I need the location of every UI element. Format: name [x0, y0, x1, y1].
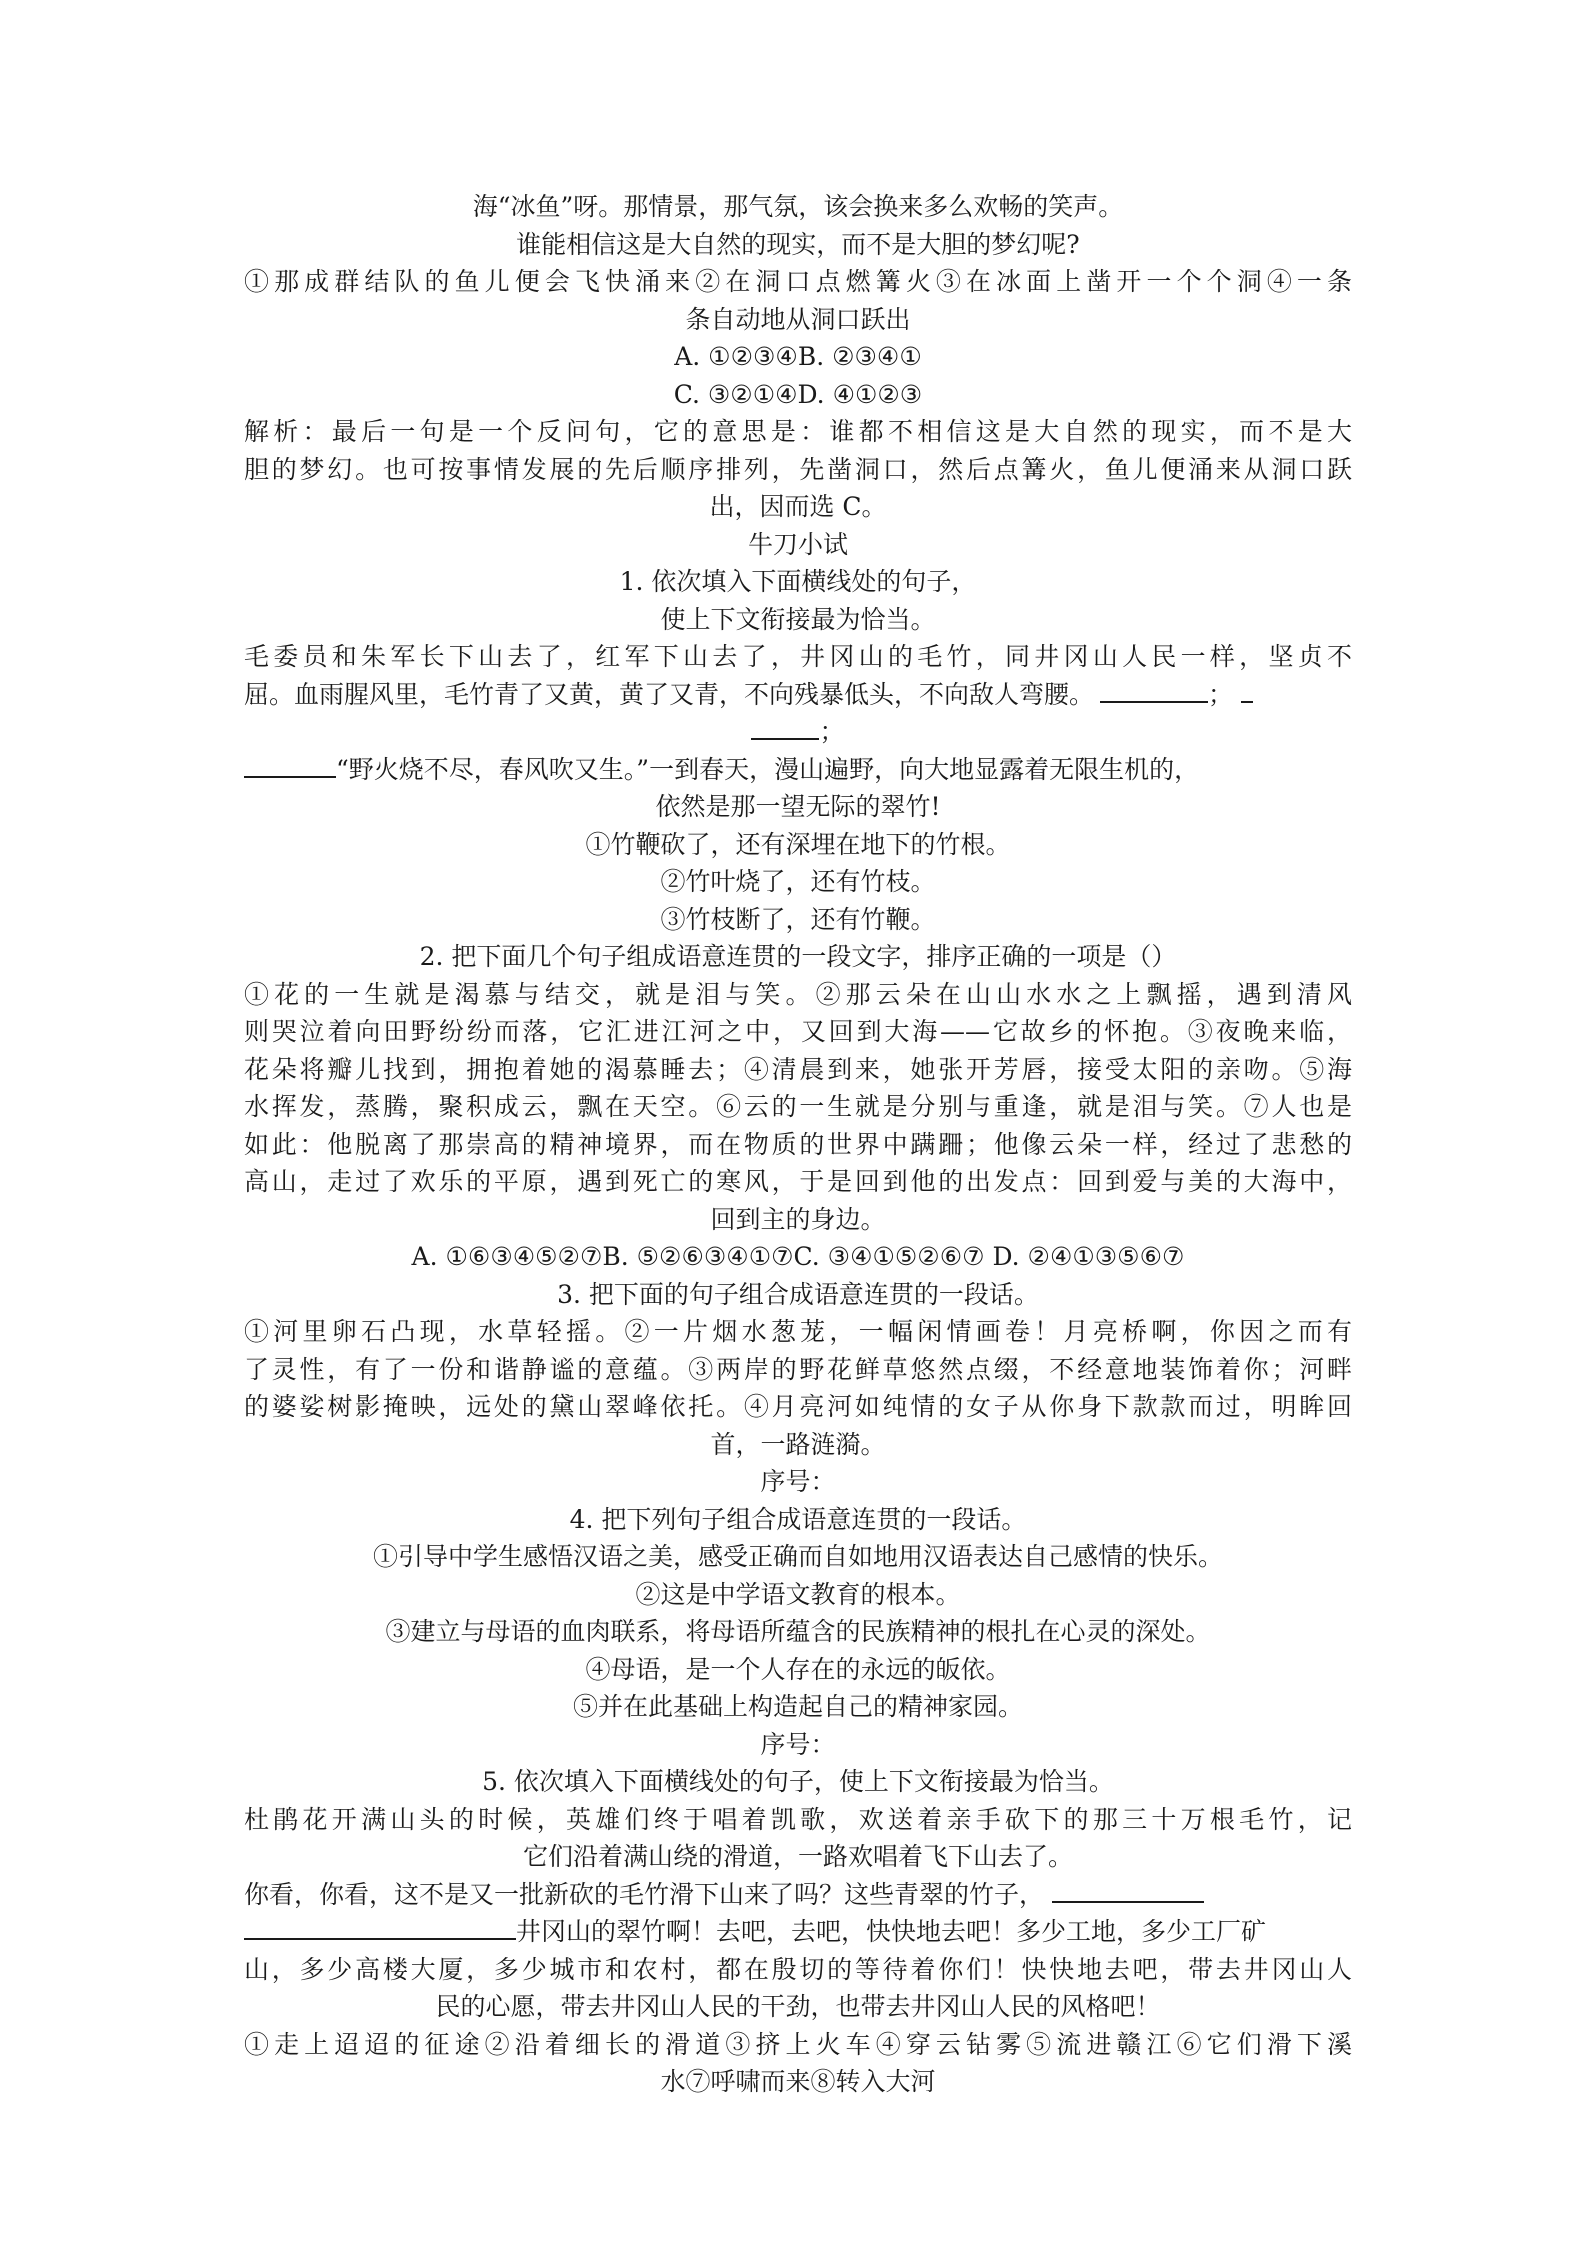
text-segment: 你看，你看，这不是又一批新砍的毛竹滑下山来了吗？这些青翠的竹子，: [244, 1879, 1045, 1909]
question-3-title: 3. 把下面的句子组合成语意连贯的一段话。: [557, 1279, 1039, 1309]
text-line: 山，多少高楼大厦，多少城市和农村，都在殷切的等待着你们！快快地去吧，带去井冈山人: [244, 1954, 1352, 1984]
option-line: ①竹鞭砍了，还有深埋在地下的竹根。: [585, 829, 1011, 859]
option-line: 水⑦呼啸而来⑧转入大河: [660, 2067, 936, 2096]
text-line: ①河里卵石凸现，水草轻摇。②一片烟水葱茏，一幅闲情画卷！月亮桥啊，你因之而有: [244, 1317, 1352, 1346]
text-line: 杜鹃花开满山头的时候，英雄们终于唱着凯歌，欢送着亲手砍下的那三十万根毛竹，记: [244, 1804, 1352, 1834]
text-segment: 井冈山的翠竹啊！去吧，去吧，快快地去吧！多少工地，多少工厂矿: [516, 1917, 1267, 1946]
text-line-with-blanks: [244, 1876, 1352, 1914]
option-line: ①走上迢迢的征途②沿着细长的滑道③挤上火车④穿云钻雾⑤流进赣江⑥它们滑下溪: [244, 2029, 1352, 2059]
fill-blank: [751, 714, 819, 740]
text-line: ①花的一生就是渴慕与结交，就是泪与笑。②那云朵在山山水水之上飘摇，遇到清风: [244, 979, 1352, 1009]
analysis-line: 胆的梦幻。也可按事情发展的先后顺序排列，先凿洞口，然后点篝火，鱼儿便涌来从洞口跃: [244, 454, 1352, 484]
text-line: 则哭泣着向田野纷纷而落，它汇进江河之中，又回到大海——它故乡的怀抱。③夜晚来临，: [244, 1017, 1352, 1046]
option-line: ⑤并在此基础上构造起自己的精神家园。: [572, 1692, 1023, 1721]
text-line: 了灵性，有了一份和谐静谧的意蕴。③两岸的野花鲜草悠然点缀，不经意地装饰着你；河畔: [244, 1354, 1352, 1384]
text-line-with-blanks: [244, 713, 1352, 751]
text-segment: 屈。血雨腥风里，毛竹青了又黄，黄了又青，不向残暴低头，不向敌人弯腰。: [244, 679, 1095, 709]
analysis-line: 解析：最后一句是一个反问句，它的意思是：谁都不相信这是大自然的现实，而不是大: [244, 417, 1352, 446]
text-line: 毛委员和朱军长下山去了，红军下山去了，井冈山的毛竹，同井冈山人民一样，坚贞不: [244, 642, 1352, 671]
answer-options: C. ③②①④D. ④①②③: [673, 379, 923, 409]
text-segment: “野火烧不尽，春风吹又生。”一到春天，漫山遍野，向大地显露着无限生机的，: [336, 754, 1200, 784]
sequence-label: 序号：: [760, 1467, 836, 1496]
option-line: ④母语，是一个人存在的永远的皈依。: [585, 1654, 1011, 1684]
document-body: [244, 188, 1352, 2101]
text-line: 谁能相信这是大自然的现实，而不是大胆的梦幻呢?: [516, 229, 1080, 259]
text-line: 海“冰鱼”呀。那情景，那气氛，该会换来多么欢畅的笑声。: [472, 192, 1124, 221]
analysis-line: 出，因而选 C。: [709, 492, 887, 521]
option-line: ②这是中学语文教育的根本。: [635, 1579, 961, 1609]
text-line-with-blanks: [244, 676, 1352, 714]
text-line: 条自动地从洞口跃出: [685, 304, 911, 334]
question-1-title: 1. 依次填入下面横线处的句子，: [619, 567, 977, 596]
option-line: ②竹叶烧了，还有竹枝。: [660, 867, 936, 896]
text-line: 的婆娑树影掩映，远处的黛山翠峰依托。④月亮河如纯情的女子从你身下款款而过，明眸回: [244, 1392, 1352, 1421]
text-line: ①那成群结队的鱼儿便会飞快涌来②在洞口点燃篝火③在冰面上凿开一个个洞④一条: [244, 267, 1352, 296]
question-5-title: 5. 依次填入下面横线处的句子，使上下文衔接最为恰当。: [482, 1767, 1114, 1796]
text-line: 回到主的身边。: [710, 1204, 886, 1234]
blank-separator: ；: [819, 717, 845, 746]
text-line: 花朵将瓣儿找到，拥抱着她的渴慕睡去；④清晨到来，她张开芳唇，接受太阳的亲吻。⑤海: [244, 1054, 1352, 1084]
text-line: 高山，走过了欢乐的平原，遇到死亡的寒风，于是回到他的出发点：回到爱与美的大海中，: [244, 1167, 1352, 1196]
question-1-title: 使上下文衔接最为恰当。: [660, 604, 936, 634]
option-line: ①引导中学生感悟汉语之美，感受正确而自如地用汉语表达自己感情的快乐。: [372, 1542, 1223, 1571]
answer-options: A. ①⑥③④⑤②⑦B. ⑤②⑥③④①⑦C. ③④①⑤②⑥⑦ D. ②④①③⑤⑥⑦: [411, 1242, 1185, 1271]
fill-blank: [244, 752, 336, 778]
text-line: 它们沿着满山绕的滑道，一路欢唱着飞下山去了。: [522, 1842, 1073, 1871]
fill-blank: [1241, 677, 1253, 703]
text-line-with-blanks: [244, 1913, 1352, 1951]
text-line: 首，一路涟漪。: [710, 1429, 886, 1459]
text-line: 民的心愿，带去井冈山人民的干劲，也带去井冈山人民的风格吧！: [435, 1992, 1161, 2021]
question-2-title: 2. 把下面几个句子组成语意连贯的一段文字，排序正确的一项是（）: [419, 942, 1177, 971]
fill-blank: [244, 1914, 516, 1940]
text-line: 依然是那一望无际的翠竹!: [655, 792, 941, 821]
section-heading: 牛刀小试: [747, 529, 848, 559]
fill-blank: [1052, 1877, 1204, 1903]
text-line-with-blanks: [244, 751, 1352, 789]
fill-blank: [1100, 677, 1208, 703]
answer-options: A. ①②③④B. ②③④①: [674, 342, 922, 371]
question-4-title: 4. 把下列句子组合成语意连贯的一段话。: [569, 1504, 1027, 1534]
option-line: ③竹枝断了，还有竹鞭。: [660, 904, 936, 934]
sequence-label: 序号：: [760, 1729, 836, 1759]
blank-separator: ；: [1208, 679, 1234, 709]
option-line: ③建立与母语的血肉联系，将母语所蕴含的民族精神的根扎在心灵的深处。: [385, 1617, 1211, 1646]
text-line: 如此：他脱离了那崇高的精神境界，而在物质的世界中蹒跚；他像云朵一样，经过了悲愁的: [244, 1129, 1352, 1159]
text-line: 水挥发，蒸腾，聚积成云，飘在天空。⑥云的一生就是分别与重逢，就是泪与笑。⑦人也是: [244, 1092, 1352, 1121]
